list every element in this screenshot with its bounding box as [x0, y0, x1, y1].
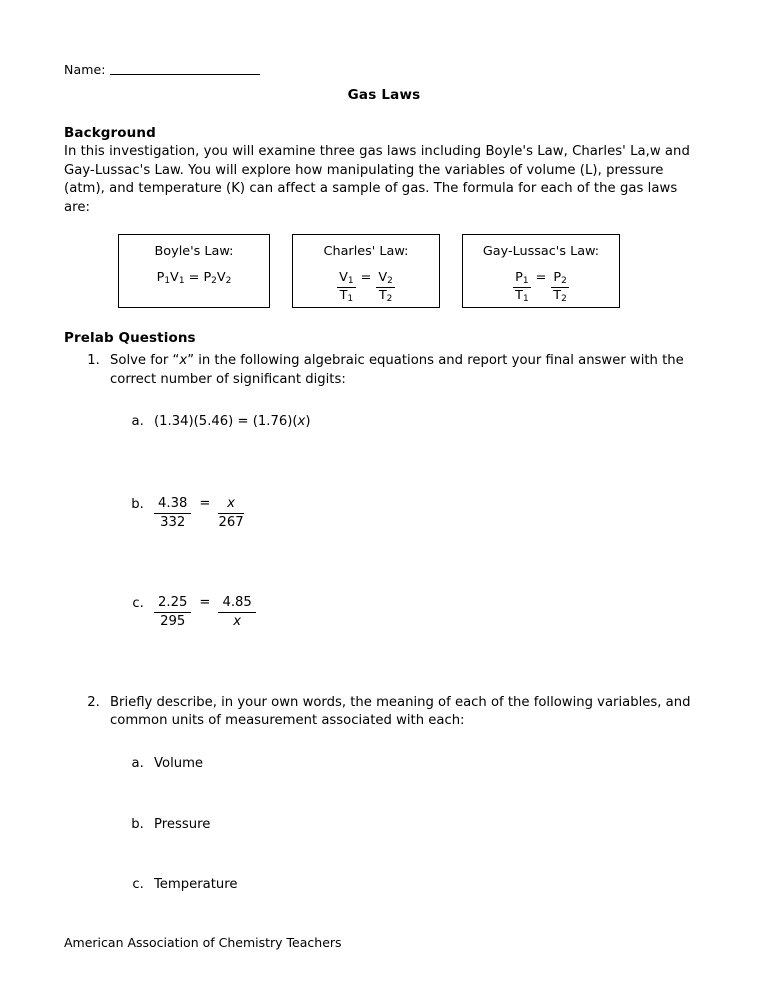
- boyles-law-title: Boyle's Law:: [154, 243, 234, 259]
- gay-t2: T: [553, 288, 562, 304]
- q1-text-pre: Solve for “: [110, 352, 180, 368]
- q1-text-post: ” in the following algebraic equations and report your final answer with the correct number of significant digits:: [110, 352, 684, 387]
- q1c-num-left: c. 2.25: [154, 595, 191, 613]
- q1a-variable: x: [297, 414, 306, 430]
- q1b-num-right: x: [218, 496, 243, 514]
- q1b-fraction-right: [218, 496, 243, 531]
- gay-t2-sub: 2: [561, 294, 567, 305]
- gay-den-2: [551, 288, 568, 304]
- q2-item-pressure: b. Pressure: [148, 816, 704, 835]
- q1b-den-left: 332: [160, 514, 186, 530]
- q1-item-c: [148, 595, 704, 630]
- charles-t1: T: [339, 288, 348, 304]
- charles-t2: T: [378, 288, 387, 304]
- q1-text: [110, 353, 684, 387]
- boyles-law-expression: [131, 270, 257, 286]
- charles-t1-sub: 1: [347, 294, 354, 305]
- boyle-p2: P: [203, 269, 212, 285]
- gay-t1: T: [515, 288, 523, 304]
- boyle-v1-sub: 1: [178, 275, 185, 286]
- boyles-law-box: [118, 234, 270, 308]
- gay-p1-sub: 1: [522, 275, 529, 286]
- charles-v2: V: [378, 269, 388, 285]
- q1b-den-right: 267: [218, 514, 244, 530]
- page-title: Gas Laws: [347, 87, 421, 103]
- q1-sub-list: [110, 413, 704, 629]
- q2-text: Briefly describe, in your own words, the meaning of each of the following variables, and common units of measurement associated with each:: [110, 694, 691, 729]
- charles-den-2: [376, 288, 395, 304]
- background-heading: Background: [64, 125, 156, 141]
- prelab-heading: Prelab Questions: [64, 329, 196, 346]
- charles-v2-sub: 2: [387, 275, 393, 286]
- q1c-den-left: 295: [160, 613, 186, 629]
- charles-law-title: Charles' Law:: [323, 243, 409, 259]
- boyle-v1: V: [170, 269, 179, 285]
- gay-lussac-law-box: [462, 234, 620, 308]
- charles-num-1: [337, 271, 356, 288]
- q1-text-variable: x: [179, 352, 188, 368]
- gay-fraction-1: [513, 271, 530, 305]
- charles-law-box: [292, 234, 440, 308]
- q2-sub-list: [110, 755, 704, 895]
- q1b-equation: [154, 496, 244, 531]
- q1-item-a: [148, 413, 704, 432]
- q1c-fraction-left: [154, 595, 191, 630]
- q1c-fraction-right: [218, 595, 255, 630]
- gay-t1-sub: 1: [522, 294, 529, 305]
- charles-fraction-2: [376, 271, 395, 305]
- page-footer: American Association of Chemistry Teachers: [64, 935, 342, 950]
- q1c-equation: [154, 595, 256, 630]
- gay-fraction-2: [551, 271, 568, 305]
- charles-v1: V: [339, 269, 348, 285]
- q2-item-temperature: c. Temperature: [148, 876, 704, 895]
- boyle-equals: =: [188, 269, 200, 285]
- name-label: Name:: [64, 62, 106, 77]
- q1c-num-right: 4.85: [218, 595, 255, 613]
- charles-fraction-1: [337, 271, 356, 305]
- charles-den-1: [337, 288, 356, 304]
- boyle-p1: P: [156, 269, 165, 285]
- background-paragraph: In this investigation, you will examine three gas laws including Boyle's Law, Charles' La,w and Gay-Lussac's Law. You will explore how manipulating the variables of volume (L), pressure (atm), and temperature (K) can affect a sample of gas. The formula for each of the gas laws are:: [64, 144, 690, 216]
- name-field-row: [64, 62, 704, 77]
- gay-p2: P: [553, 269, 562, 285]
- prelab-question-2: [104, 694, 704, 896]
- name-blank-line[interactable]: [110, 62, 260, 75]
- q1b-fraction-left: [154, 496, 191, 531]
- charles-equals: =: [360, 269, 372, 285]
- gay-lussac-law-expression: [475, 270, 607, 305]
- q1c-equals: =: [199, 594, 211, 610]
- gay-num-1: [513, 271, 530, 288]
- charles-num-2: [376, 271, 395, 288]
- q1b-equals: =: [199, 496, 211, 512]
- q1b-num-left: b. 4.38: [154, 496, 191, 514]
- q1c-den-right: x: [233, 613, 242, 629]
- prelab-question-1: [104, 352, 704, 630]
- charles-t2-sub: 2: [386, 294, 393, 305]
- gay-p1: P: [515, 269, 523, 285]
- gay-p2-sub: 2: [561, 275, 567, 286]
- q1a-expression-pre: (1.34)(5.46) = (1.76)(: [154, 414, 298, 430]
- boyle-v2-sub: 2: [225, 275, 232, 286]
- gay-equals: =: [535, 269, 547, 285]
- gay-lussac-law-title: Gay-Lussac's Law:: [482, 243, 600, 259]
- q1-item-b: [148, 496, 704, 531]
- q2-item-volume: a. Volume: [148, 755, 704, 774]
- q1a-expression-post: ): [305, 414, 311, 430]
- boyle-p2-sub: 2: [211, 275, 217, 286]
- prelab-question-list: [64, 352, 704, 895]
- boyle-v2: V: [216, 269, 226, 285]
- formula-box-row: [64, 234, 704, 308]
- charles-law-expression: [305, 270, 427, 305]
- boyle-p1-sub: 1: [164, 275, 171, 286]
- gay-num-2: [551, 271, 568, 288]
- gay-den-1: [513, 288, 530, 304]
- charles-v1-sub: 1: [347, 275, 354, 286]
